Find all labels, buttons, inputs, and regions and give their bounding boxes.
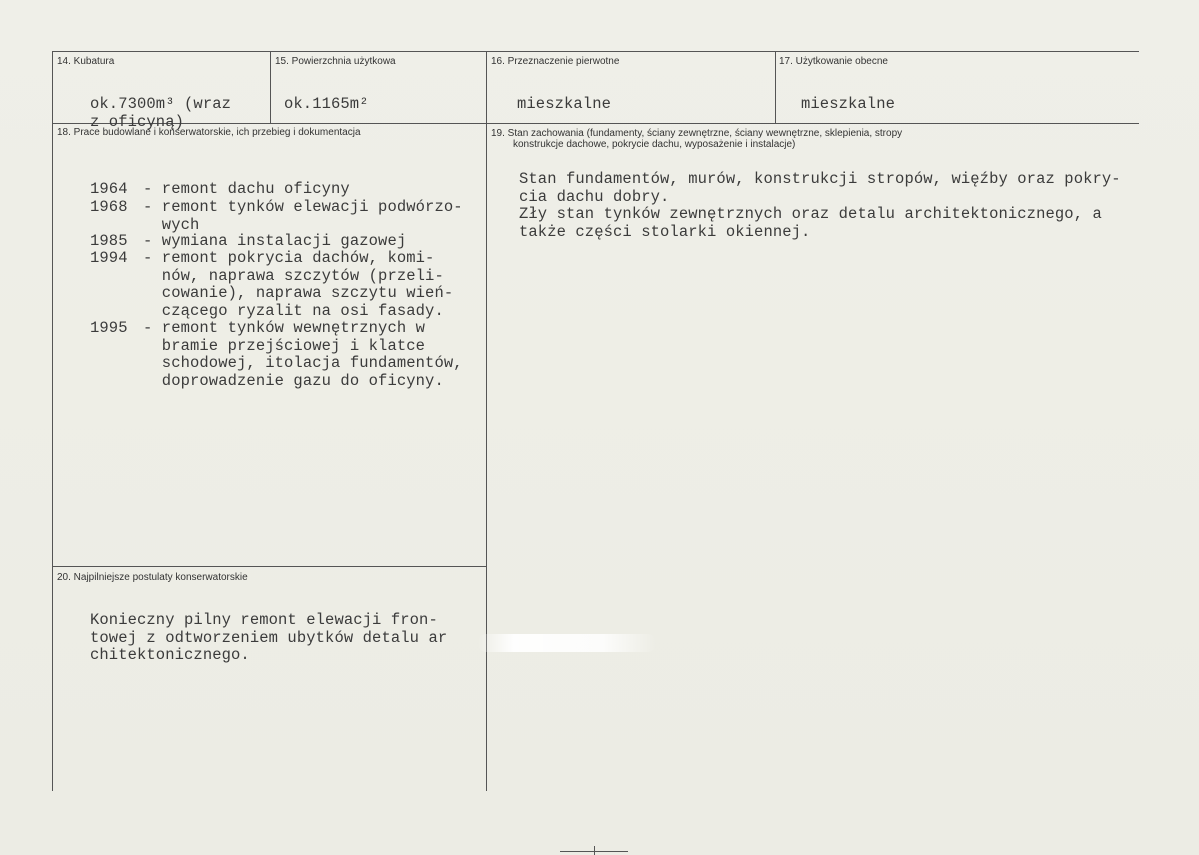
field14-value: ok.7300m³ (wraz z oficyną) [90,95,232,131]
field19-label-line1: 19. Stan zachowania (fundamenty, ściany zewnętrzne, ściany wewnętrzne, sklepienia, stropy [491,128,903,139]
correction-smudge [478,634,656,652]
field15-label: 15. Powierzchnia użytkowa [275,56,396,67]
top-rule [52,51,1139,52]
divider-16-17 [775,51,776,124]
divider-15-16 [486,51,487,791]
field20-value: Konieczny pilny remont elewacji fron- towej z odtworzeniem ubytków detalu ar chitektonicznego. [90,611,448,664]
field20-top-rule [52,566,486,567]
field16-value: mieszkalne [517,95,612,113]
field18-year: 1995 [90,319,128,337]
field17-label: 17. Użytkowanie obecne [779,56,888,67]
field18-year: 1985 [90,232,128,250]
left-border [52,51,53,791]
field17-value: mieszkalne [801,95,896,113]
field14-label: 14. Kubatura [57,56,115,67]
field18-text: - wymiana instalacji gazowej [143,232,407,250]
field18-year: 1994 [90,249,128,267]
field19-label-line2: konstrukcje dachowe, pokrycie dachu, wyposażenie i instalacje) [513,139,796,150]
field18-text: - remont pokrycia dachów, komi- nów, naprawa szczytów (przeli- cowanie), naprawa szczytu wień- czącego ryzalit na osi fasady. [143,249,454,320]
bottom-tick-v [594,846,595,855]
field15-value: ok.1165m² [284,95,369,113]
field16-label: 16. Przeznaczenie pierwotne [491,56,620,67]
divider-14-15 [270,51,271,124]
field19-value: Stan fundamentów, murów, konstrukcji stropów, więźby oraz pokry- cia dachu dobry. Zły stan tynków zewnętrznych oraz detalu architektonicznego, a także części stolarki okiennej. [519,170,1121,241]
field18-text: - remont tynków elewacji podwórzo- wych [143,198,463,234]
field18-text: - remont dachu oficyny [143,180,350,198]
field18-label: 18. Prace budowlane i konserwatorskie, ich przebieg i dokumentacja [57,127,361,138]
field18-year: 1964 [90,180,128,198]
field20-label: 20. Najpilniejsze postulaty konserwatorskie [57,572,248,583]
field18-text: - remont tynków wewnętrznych w bramie przejściowej i klatce schodowej, itolacja fundamentów, doprowadzenie gazu do oficyny. [143,319,463,390]
field18-year: 1968 [90,198,128,216]
